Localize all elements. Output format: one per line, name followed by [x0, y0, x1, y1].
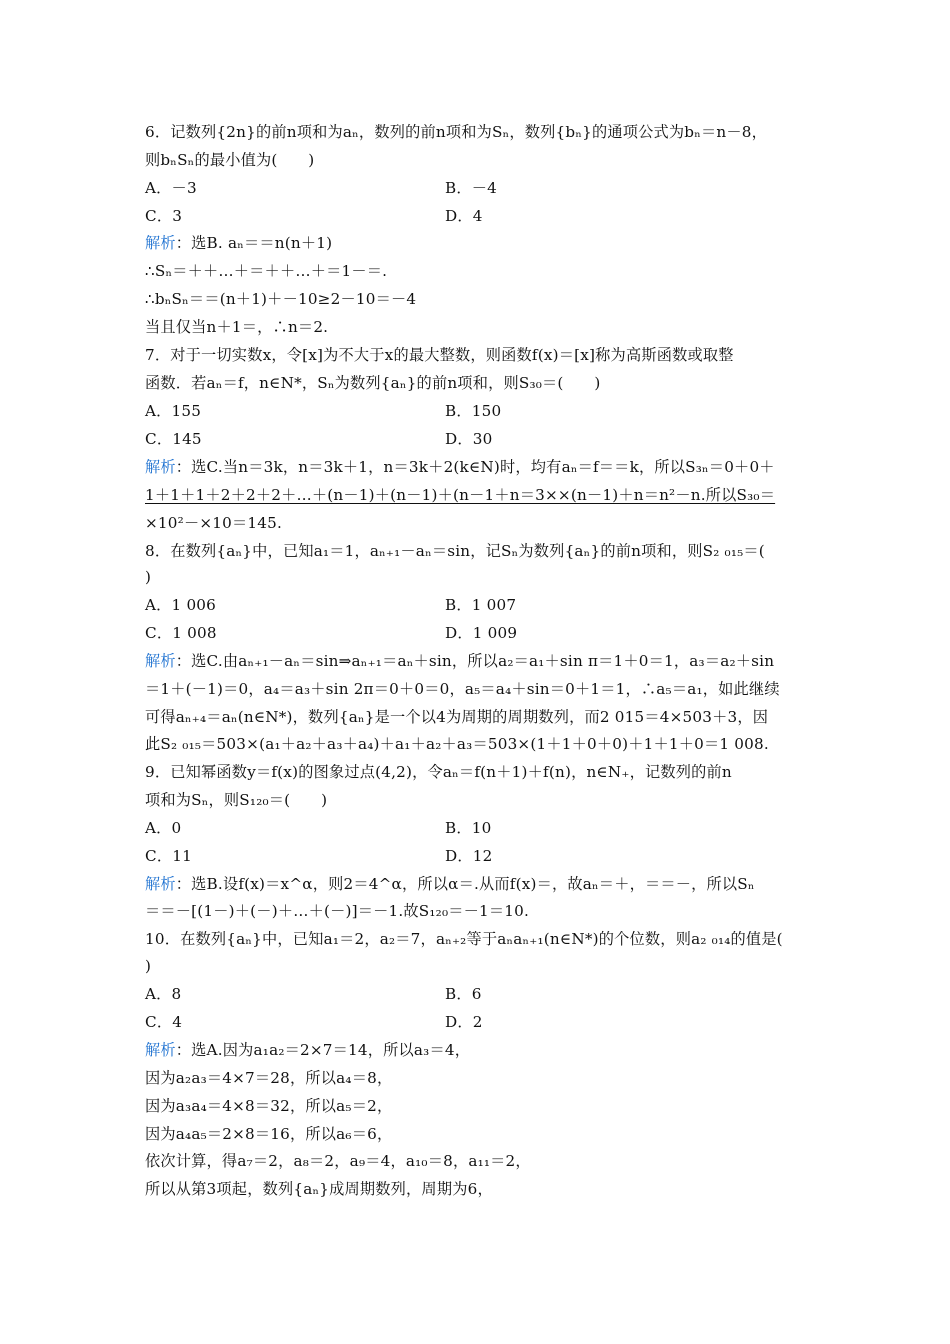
analysis-label: 解析 — [145, 1041, 176, 1059]
q6-analysis-line-2: ∴Sₙ＝＋＋…＋＝＋＋…＋＝1－＝. — [145, 262, 388, 280]
q10-analysis-line-5: 依次计算，得a₇＝2，a₈＝2，a₉＝4，a₁₀＝8，a₁₁＝2， — [145, 1152, 531, 1170]
q9-option-c: C．11 — [145, 847, 192, 865]
q8-analysis-text-1: ：选C.由aₙ₊₁－aₙ＝sin⇒aₙ₊₁＝aₙ＋sin，所以a₂＝a₁＋sin π＝1＋0＝1，a₃＝a₂＋sin — [175, 652, 775, 670]
q8-option-c: C．1 008 — [145, 624, 217, 642]
q9-option-a: A．0 — [145, 819, 182, 837]
q10-analysis-line-4: 因为a₄a₅＝2×8＝16，所以a₆＝6， — [145, 1125, 393, 1143]
q10-stem-line-2: ) — [145, 957, 152, 975]
q7-analysis-line-1 — [145, 457, 775, 477]
q6-option-d: D．4 — [445, 207, 483, 225]
q6-option-b: B．－4 — [445, 179, 497, 197]
q10-analysis-text-1: ：选A.因为a₁a₂＝2×7＝14，所以a₃＝4， — [175, 1041, 471, 1059]
q10-analysis-line-2: 因为a₂a₃＝4×7＝28，所以a₄＝8， — [145, 1069, 393, 1087]
q10-stem-line-1: 10．在数列{aₙ}中，已知a₁＝2，a₂＝7，aₙ₊₂等于aₙaₙ₊₁(n∈N*)的个位数，则a₂ ₀₁₄的值是( — [145, 930, 783, 948]
q7-option-d: D．30 — [445, 430, 493, 448]
q6-stem-line-2: 则bₙSₙ的最小值为( ) — [145, 151, 315, 169]
q8-option-a: A．1 006 — [145, 596, 217, 614]
q8-stem-line-2: ) — [145, 568, 152, 586]
q10-analysis-line-1 — [145, 1040, 470, 1060]
q8-analysis-line-4: 此S₂ ₀₁₅＝503×(a₁＋a₂＋a₃＋a₄)＋a₁＋a₂＋a₃＝503×(1＋1＋0＋0)＋1＋1＋0＝1 008. — [145, 735, 769, 753]
q6-stem-line-1: 6．记数列{2n}的前n项和为aₙ，数列的前n项和为Sₙ，数列{bₙ}的通项公式为bₙ＝n－8， — [145, 123, 767, 141]
q6-analysis-line-4: 当且仅当n＋1＝，∴n＝2. — [145, 318, 329, 336]
q8-analysis-line-3: 可得aₙ₊₄＝aₙ(n∈N*)，数列{aₙ}是一个以4为周期的周期数列，而2 015＝4×503＋3，因 — [145, 708, 769, 726]
q9-analysis-line-2: ＝＝－[(1－)＋(－)＋…＋(－)]＝－1.故S₁₂₀＝－1＝10. — [145, 902, 530, 920]
q10-option-a: A．8 — [145, 985, 182, 1003]
q10-analysis-line-6: 所以从第3项起，数列{aₙ}成周期数列，周期为6， — [145, 1180, 493, 1198]
q7-analysis-line-3: ×10²－×10＝145. — [145, 514, 282, 532]
q10-analysis-line-3: 因为a₃a₄＝4×8＝32，所以a₅＝2， — [145, 1097, 393, 1115]
q7-stem-line-1: 7．对于一切实数x，令[x]为不大于x的最大整数，则函数f(x)＝[x]称为高斯函数或取整 — [145, 346, 734, 364]
q7-analysis-text-1: ：选C.当n＝3k，n＝3k＋1，n＝3k＋2(k∈N)时，均有aₙ＝f＝＝k，所以S₃ₙ＝0＋0＋ — [175, 458, 775, 476]
q8-option-d: D．1 009 — [445, 624, 518, 642]
q8-analysis-line-2: ＝1＋(－1)＝0，a₄＝a₃＋sin 2π＝0＋0＝0，a₅＝a₄＋sin＝0＋1＝1，∴a₅＝a₁，如此继续 — [145, 680, 780, 698]
q6-option-c: C．3 — [145, 207, 183, 225]
q6-option-a: A．－3 — [145, 179, 197, 197]
q9-stem-line-1: 9．已知幂函数y＝f(x)的图象过点(4,2)，令aₙ＝f(n＋1)＋f(n)，n∈N₊，记数列的前n — [145, 763, 732, 781]
q7-analysis-line-2: 1＋1＋1＋2＋2＋2＋…＋(n－1)＋(n－1)＋(n－1＋n＝3××(n－1)＋n＝n²－n.所以S₃₀＝ — [145, 486, 776, 504]
q6-analysis-line-3: ∴bₙSₙ＝＝(n＋1)＋－10≥2－10＝－4 — [145, 290, 417, 308]
q9-stem-line-2: 项和为Sₙ，则S₁₂₀＝( ) — [145, 791, 328, 809]
q7-option-a: A．155 — [145, 402, 202, 420]
analysis-label: 解析 — [145, 875, 176, 893]
q7-option-b: B．150 — [445, 402, 502, 420]
q8-option-b: B．1 007 — [445, 596, 517, 614]
q9-analysis-line-1 — [145, 874, 755, 894]
q8-analysis-line-1 — [145, 651, 774, 671]
analysis-label: 解析 — [145, 458, 176, 476]
q10-option-c: C．4 — [145, 1013, 183, 1031]
q9-option-b: B．10 — [445, 819, 492, 837]
analysis-label: 解析 — [145, 652, 176, 670]
q10-option-b: B．6 — [445, 985, 482, 1003]
q9-option-d: D．12 — [445, 847, 493, 865]
q9-analysis-text-1: ：选B.设f(x)＝x^α，则2＝4^α，所以α＝.从而f(x)＝，故aₙ＝＋，＝＝－，所以Sₙ — [175, 875, 755, 893]
q10-option-d: D．2 — [445, 1013, 483, 1031]
q7-stem-line-2: 函数．若aₙ＝f，n∈N*，Sₙ为数列{aₙ}的前n项和，则S₃₀＝( ) — [145, 374, 601, 392]
analysis-label: 解析 — [145, 234, 176, 252]
q7-option-c: C．145 — [145, 430, 202, 448]
q6-analysis-text-1: ：选B. aₙ＝＝n(n＋1) — [175, 234, 333, 252]
q8-stem-line-1: 8．在数列{aₙ}中，已知a₁＝1，aₙ₊₁－aₙ＝sin，记Sₙ为数列{aₙ}的前n项和，则S₂ ₀₁₅＝( — [145, 542, 765, 560]
q6-analysis-line-1 — [145, 233, 332, 253]
